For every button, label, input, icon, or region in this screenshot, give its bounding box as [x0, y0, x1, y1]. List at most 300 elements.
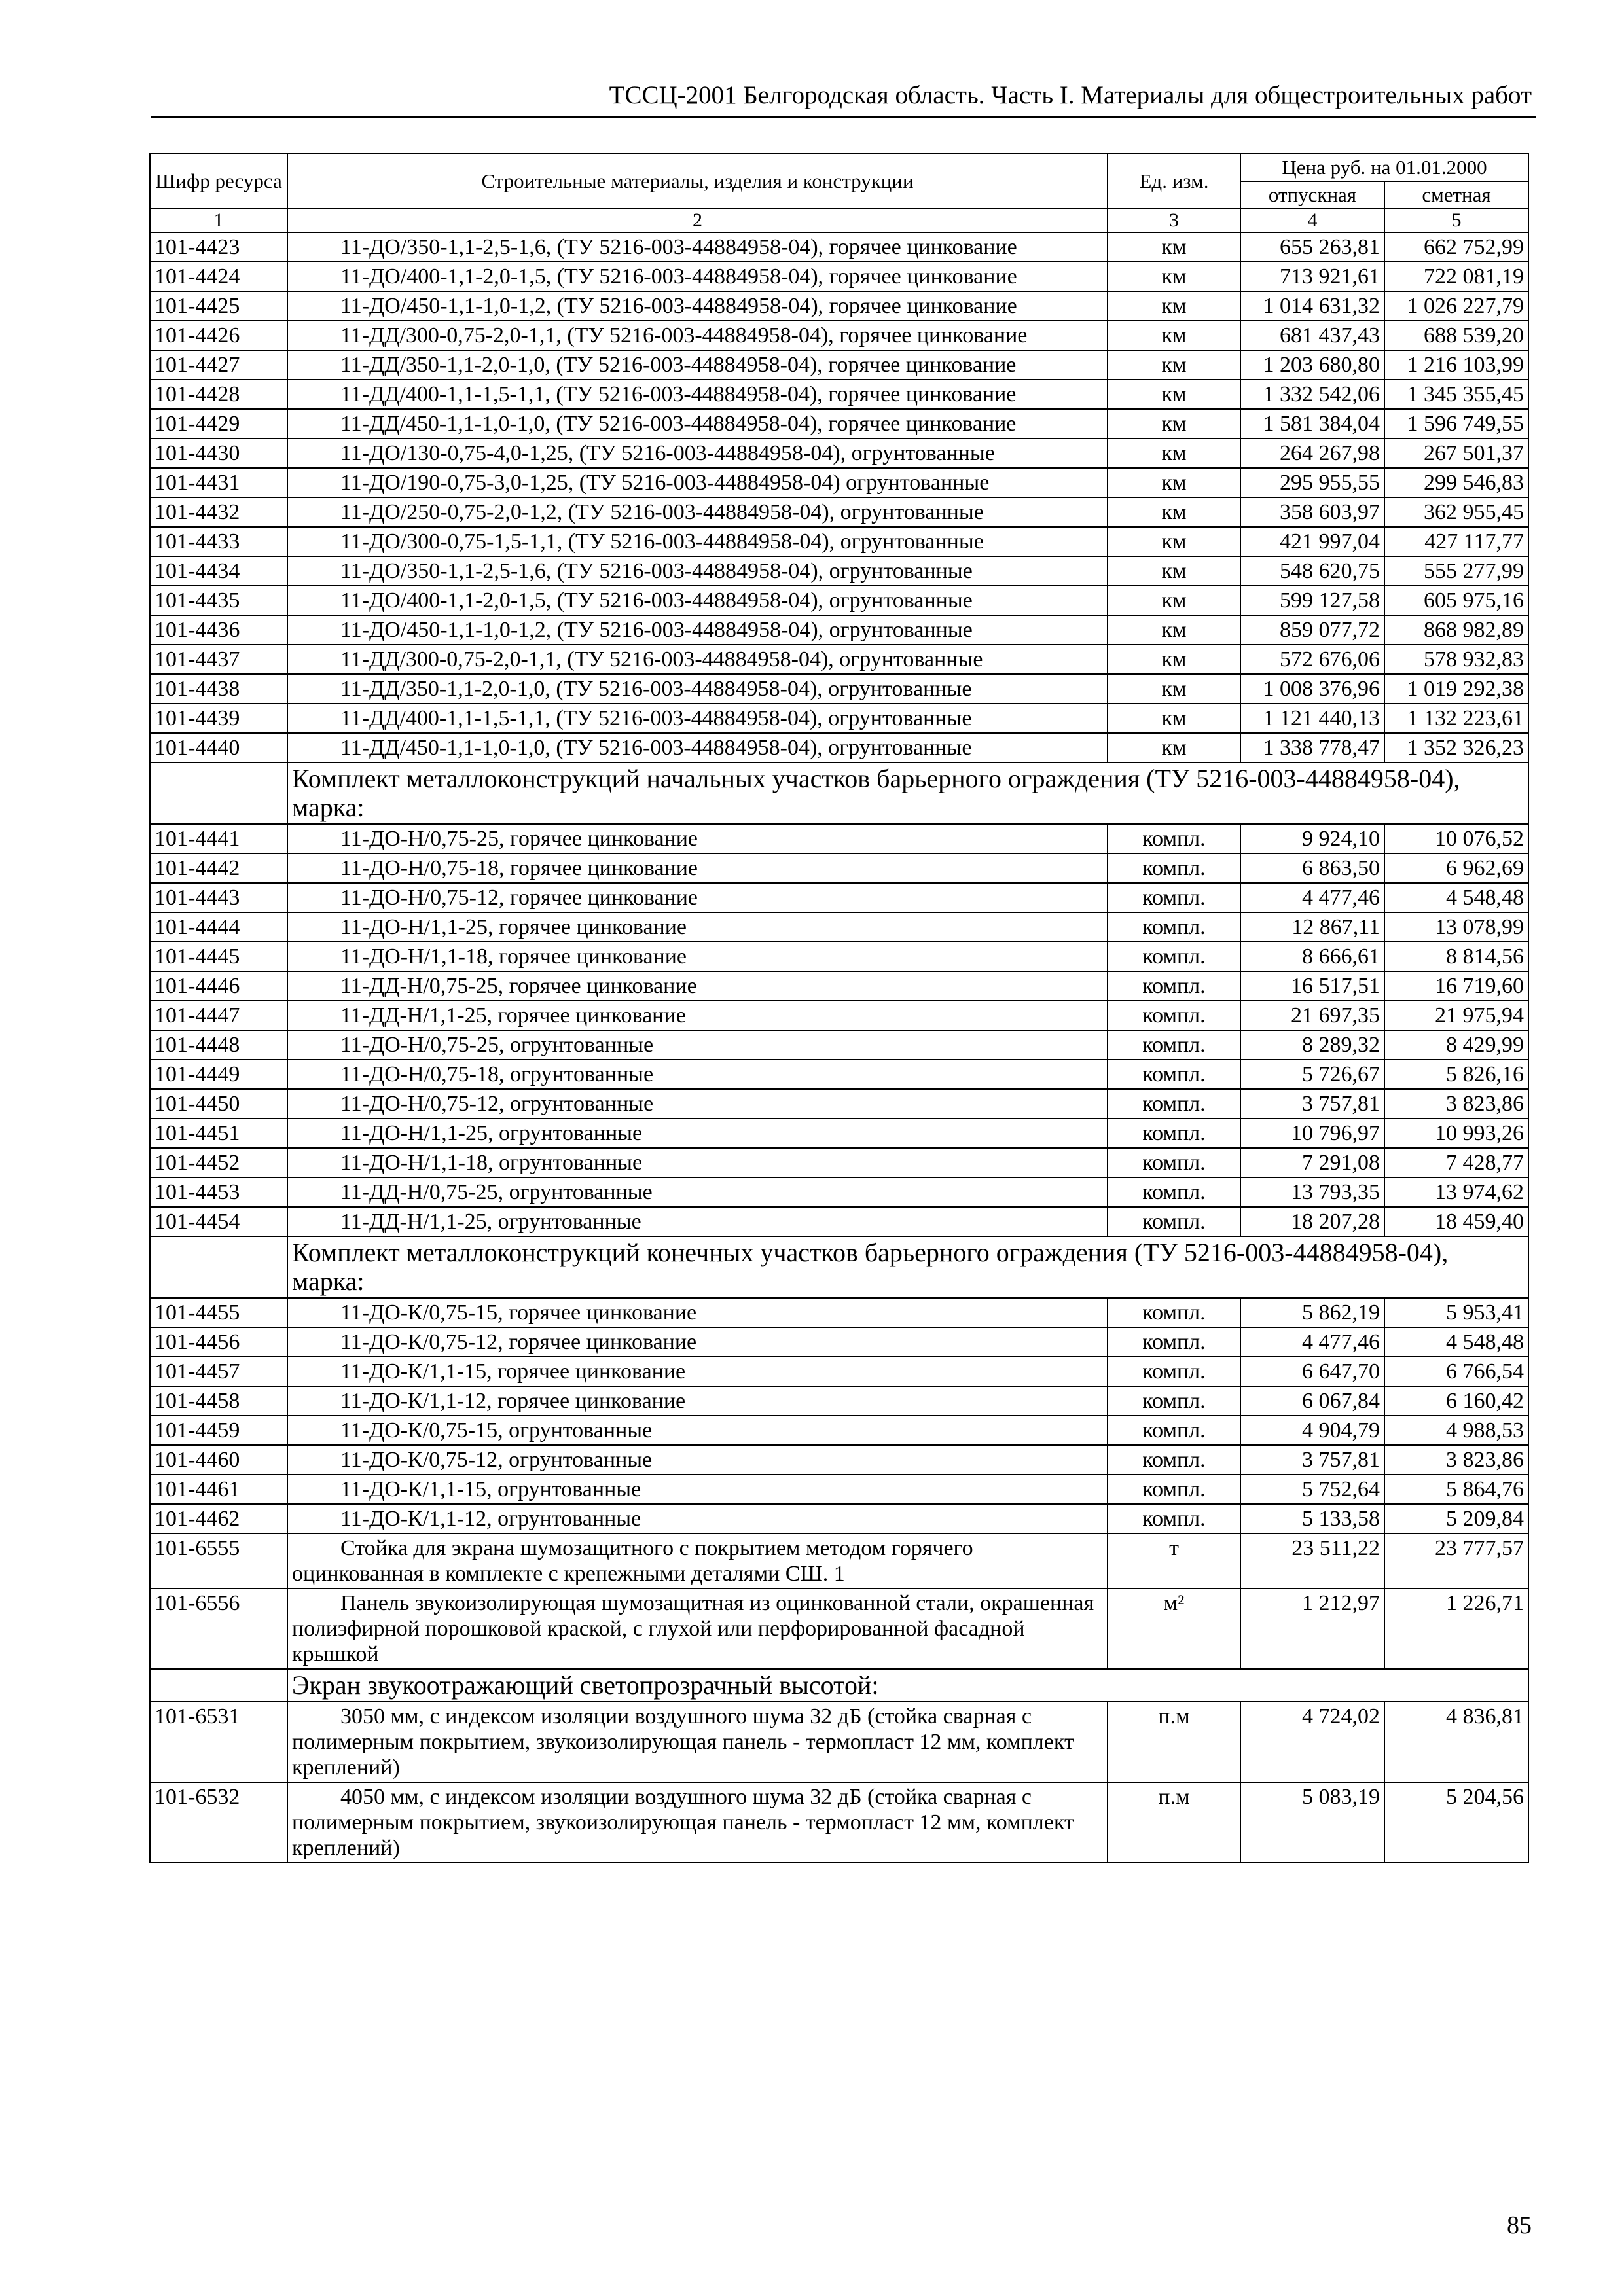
price-table [149, 153, 1529, 1863]
release-price: 21 697,35 [1240, 1001, 1384, 1030]
estimate-price: 18 459,40 [1384, 1207, 1528, 1236]
release-price: 6 067,84 [1240, 1386, 1384, 1416]
resource-code: 101-4440 [150, 733, 287, 762]
table-row [150, 1782, 1528, 1863]
estimate-price: 5 864,76 [1384, 1475, 1528, 1504]
material-name: 11-ДД-Н/1,1-25, горячее цинкование [340, 1003, 686, 1028]
column-number: 3 [1108, 209, 1240, 232]
material-name: 11-ДД-Н/0,75-25, горячее цинкование [340, 974, 697, 998]
resource-code: 101-4455 [150, 1298, 287, 1327]
unit-of-measure: компл. [1108, 1416, 1240, 1445]
unit-of-measure: км [1108, 674, 1240, 704]
estimate-price: 362 955,45 [1384, 497, 1528, 527]
estimate-price: 13 974,62 [1384, 1177, 1528, 1207]
release-price: 3 757,81 [1240, 1089, 1384, 1119]
unit-of-measure: компл. [1108, 942, 1240, 971]
material-name: 4050 мм, с индексом изоляции воздушного шума 32 дБ (стойка сварная с полимерным покрытием, звукоизолирующая панель - термопласт 12 мм, комплект креплений) [292, 1785, 1074, 1860]
material-name: 11-ДО/450-1,1-1,0-1,2, (ТУ 5216-003-44884958-04), горячее цинкование [340, 294, 1017, 318]
table-row [150, 942, 1528, 971]
estimate-price: 3 823,86 [1384, 1445, 1528, 1475]
resource-code: 101-4441 [150, 824, 287, 853]
material-name-cell [287, 321, 1108, 350]
release-price: 8 289,32 [1240, 1030, 1384, 1060]
material-name: 11-ДО/350-1,1-2,5-1,6, (ТУ 5216-003-44884958-04), огрунтованные [340, 559, 973, 583]
material-name-cell [287, 942, 1108, 971]
material-name-cell [287, 1207, 1108, 1236]
table-row [150, 1386, 1528, 1416]
resource-code: 101-6556 [150, 1588, 287, 1669]
release-price: 1 014 631,32 [1240, 291, 1384, 321]
unit-of-measure: км [1108, 380, 1240, 409]
material-name: 11-ДД/350-1,1-2,0-1,0, (ТУ 5216-003-44884958-04), огрунтованные [340, 677, 972, 701]
material-name-cell [287, 733, 1108, 762]
material-name: 11-ДО/300-0,75-1,5-1,1, (ТУ 5216-003-44884958-04), огрунтованные [340, 529, 984, 554]
release-price: 572 676,06 [1240, 645, 1384, 674]
table-row [150, 350, 1528, 380]
table-row [150, 615, 1528, 645]
table-row [150, 704, 1528, 733]
release-price: 1 581 384,04 [1240, 409, 1384, 439]
table-row [150, 912, 1528, 942]
material-name-cell [287, 1386, 1108, 1416]
resource-code: 101-4439 [150, 704, 287, 733]
material-name: 11-ДД/450-1,1-1,0-1,0, (ТУ 5216-003-44884958-04), горячее цинкование [340, 412, 1017, 436]
table-row [150, 321, 1528, 350]
material-name-cell [287, 1089, 1108, 1119]
material-name-cell [287, 645, 1108, 674]
header-rule [151, 116, 1536, 118]
unit-of-measure: компл. [1108, 1177, 1240, 1207]
table-row [150, 497, 1528, 527]
estimate-price: 605 975,16 [1384, 586, 1528, 615]
unit-of-measure: компл. [1108, 971, 1240, 1001]
estimate-price: 5 209,84 [1384, 1504, 1528, 1534]
material-name: 11-ДО-Н/0,75-12, огрунтованные [340, 1092, 654, 1116]
material-name: 11-ДД-Н/1,1-25, огрунтованные [340, 1210, 641, 1234]
unit-of-measure: компл. [1108, 853, 1240, 883]
resource-code: 101-4459 [150, 1416, 287, 1445]
table-row [150, 1001, 1528, 1030]
page-header: ТССЦ-2001 Белгородская область. Часть I. Материалы для общестроительных работ [609, 81, 1532, 109]
group-code-cell [150, 762, 287, 824]
table-row [150, 1702, 1528, 1782]
material-name-cell [287, 1357, 1108, 1386]
resource-code: 101-4427 [150, 350, 287, 380]
material-name: 11-ДО-Н/1,1-18, горячее цинкование [340, 944, 687, 969]
release-price: 264 267,98 [1240, 439, 1384, 468]
material-name: 11-ДО/130-0,75-4,0-1,25, (ТУ 5216-003-44884958-04), огрунтованные [340, 441, 995, 465]
table-row [150, 853, 1528, 883]
release-price: 358 603,97 [1240, 497, 1384, 527]
resource-code: 101-4438 [150, 674, 287, 704]
resource-code: 101-4425 [150, 291, 287, 321]
resource-code: 101-4452 [150, 1148, 287, 1177]
estimate-price: 1 352 326,23 [1384, 733, 1528, 762]
unit-of-measure: компл. [1108, 1298, 1240, 1327]
estimate-price: 267 501,37 [1384, 439, 1528, 468]
release-price: 421 997,04 [1240, 527, 1384, 556]
resource-code: 101-4429 [150, 409, 287, 439]
release-price: 12 867,11 [1240, 912, 1384, 942]
material-name-cell [287, 883, 1108, 912]
material-name: 11-ДД-Н/0,75-25, огрунтованные [340, 1180, 653, 1204]
release-price: 23 511,22 [1240, 1534, 1384, 1588]
resource-code: 101-4424 [150, 262, 287, 291]
material-name: 11-ДО-К/1,1-12, горячее цинкование [340, 1389, 686, 1413]
estimate-price: 1 345 355,45 [1384, 380, 1528, 409]
material-name-cell [287, 704, 1108, 733]
unit-of-measure: компл. [1108, 1089, 1240, 1119]
material-name-cell [287, 1001, 1108, 1030]
estimate-price: 4 548,48 [1384, 1327, 1528, 1357]
table-row [150, 1504, 1528, 1534]
release-price: 1 212,97 [1240, 1588, 1384, 1669]
table-row [150, 1089, 1528, 1119]
release-price: 1 332 542,06 [1240, 380, 1384, 409]
release-price: 5 083,19 [1240, 1782, 1384, 1863]
group-title: Экран звукоотражающий светопрозрачный высотой: [287, 1669, 1528, 1702]
unit-of-measure: км [1108, 704, 1240, 733]
material-name: 11-ДО-К/1,1-15, огрунтованные [340, 1477, 641, 1501]
unit-of-measure: км [1108, 350, 1240, 380]
material-name: 11-ДО-Н/1,1-18, огрунтованные [340, 1151, 643, 1175]
table-row [150, 556, 1528, 586]
column-header-estimate-price: сметная [1384, 181, 1528, 209]
table-row [150, 439, 1528, 468]
material-name: 11-ДО-К/1,1-12, огрунтованные [340, 1507, 641, 1531]
material-name-cell [287, 586, 1108, 615]
material-name-cell [287, 912, 1108, 942]
estimate-price: 16 719,60 [1384, 971, 1528, 1001]
release-price: 9 924,10 [1240, 824, 1384, 853]
column-number: 1 [150, 209, 287, 232]
table-row [150, 1588, 1528, 1669]
resource-code: 101-4432 [150, 497, 287, 527]
resource-code: 101-4447 [150, 1001, 287, 1030]
estimate-price: 7 428,77 [1384, 1148, 1528, 1177]
estimate-price: 427 117,77 [1384, 527, 1528, 556]
material-name-cell [287, 853, 1108, 883]
material-name-cell [287, 615, 1108, 645]
release-price: 599 127,58 [1240, 586, 1384, 615]
page-number: 85 [1507, 2212, 1532, 2239]
material-name: 11-ДО/250-0,75-2,0-1,2, (ТУ 5216-003-44884958-04), огрунтованные [340, 500, 984, 524]
unit-of-measure: км [1108, 468, 1240, 497]
estimate-price: 299 546,83 [1384, 468, 1528, 497]
material-name-cell [287, 556, 1108, 586]
material-name: 11-ДО-К/0,75-12, горячее цинкование [340, 1330, 697, 1354]
release-price: 4 477,46 [1240, 883, 1384, 912]
table-row [150, 1357, 1528, 1386]
estimate-price: 23 777,57 [1384, 1534, 1528, 1588]
material-name-cell [287, 468, 1108, 497]
table-row [150, 1177, 1528, 1207]
material-name-cell [287, 1327, 1108, 1357]
material-name: 11-ДО-Н/1,1-25, горячее цинкование [340, 915, 687, 939]
estimate-price: 6 160,42 [1384, 1386, 1528, 1416]
unit-of-measure: км [1108, 232, 1240, 262]
release-price: 681 437,43 [1240, 321, 1384, 350]
group-code-cell [150, 1236, 287, 1298]
table-row [150, 883, 1528, 912]
material-name: 11-ДО-Н/0,75-18, огрунтованные [340, 1062, 654, 1086]
material-name: 11-ДО/400-1,1-2,0-1,5, (ТУ 5216-003-44884958-04), огрунтованные [340, 588, 973, 613]
table-row [150, 1327, 1528, 1357]
unit-of-measure: км [1108, 586, 1240, 615]
unit-of-measure: км [1108, 733, 1240, 762]
estimate-price: 1 226,71 [1384, 1588, 1528, 1669]
unit-of-measure: компл. [1108, 1357, 1240, 1386]
unit-of-measure: компл. [1108, 1119, 1240, 1148]
release-price: 3 757,81 [1240, 1445, 1384, 1475]
material-name: 11-ДД/450-1,1-1,0-1,0, (ТУ 5216-003-44884958-04), огрунтованные [340, 736, 972, 760]
resource-code: 101-4451 [150, 1119, 287, 1148]
estimate-price: 1 019 292,38 [1384, 674, 1528, 704]
material-name-cell [287, 291, 1108, 321]
material-name-cell [287, 1504, 1108, 1534]
material-name-cell [287, 1298, 1108, 1327]
unit-of-measure: км [1108, 645, 1240, 674]
release-price: 1 203 680,80 [1240, 350, 1384, 380]
resource-code: 101-4461 [150, 1475, 287, 1504]
resource-code: 101-4460 [150, 1445, 287, 1475]
table-row [150, 262, 1528, 291]
material-name: 11-ДО-К/0,75-15, горячее цинкование [340, 1300, 697, 1325]
table-row [150, 1119, 1528, 1148]
material-name: 3050 мм, с индексом изоляции воздушного шума 32 дБ (стойка сварная с полимерным покрытием, звукоизолирующая панель - термопласт 12 мм, комплект креплений) [292, 1704, 1074, 1780]
release-price: 10 796,97 [1240, 1119, 1384, 1148]
unit-of-measure: п.м [1108, 1782, 1240, 1863]
column-header-name: Строительные материалы, изделия и конструкции [287, 154, 1108, 209]
resource-code: 101-4456 [150, 1327, 287, 1357]
estimate-price: 5 204,56 [1384, 1782, 1528, 1863]
material-name-cell [287, 1119, 1108, 1148]
release-price: 5 726,67 [1240, 1060, 1384, 1089]
unit-of-measure: км [1108, 615, 1240, 645]
material-name: 11-ДО/190-0,75-3,0-1,25, (ТУ 5216-003-44884958-04) огрунтованные [340, 471, 990, 495]
table-row [150, 1475, 1528, 1504]
unit-of-measure: км [1108, 497, 1240, 527]
material-name: 11-ДО-Н/1,1-25, огрунтованные [340, 1121, 643, 1145]
table-row [150, 1148, 1528, 1177]
material-name: 11-ДД/400-1,1-1,5-1,1, (ТУ 5216-003-44884958-04), огрунтованные [340, 706, 972, 730]
estimate-price: 4 836,81 [1384, 1702, 1528, 1782]
material-name-cell [287, 1782, 1108, 1863]
release-price: 6 863,50 [1240, 853, 1384, 883]
material-name-cell [287, 262, 1108, 291]
table-row [150, 291, 1528, 321]
resource-code: 101-4433 [150, 527, 287, 556]
unit-of-measure: компл. [1108, 1207, 1240, 1236]
unit-of-measure: км [1108, 527, 1240, 556]
unit-of-measure: компл. [1108, 1475, 1240, 1504]
unit-of-measure: компл. [1108, 1327, 1240, 1357]
estimate-price: 1 132 223,61 [1384, 704, 1528, 733]
material-name-cell [287, 1534, 1108, 1588]
resource-code: 101-4430 [150, 439, 287, 468]
estimate-price: 722 081,19 [1384, 262, 1528, 291]
estimate-price: 21 975,94 [1384, 1001, 1528, 1030]
material-name-cell [287, 1588, 1108, 1669]
material-name: 11-ДД/300-0,75-2,0-1,1, (ТУ 5216-003-44884958-04), горячее цинкование [340, 323, 1028, 348]
unit-of-measure: м² [1108, 1588, 1240, 1669]
resource-code: 101-4457 [150, 1357, 287, 1386]
unit-of-measure: компл. [1108, 1386, 1240, 1416]
table-row [150, 409, 1528, 439]
resource-code: 101-6532 [150, 1782, 287, 1863]
estimate-price: 8 429,99 [1384, 1030, 1528, 1060]
resource-code: 101-4436 [150, 615, 287, 645]
material-name: 11-ДО-К/1,1-15, горячее цинкование [340, 1359, 686, 1384]
estimate-price: 578 932,83 [1384, 645, 1528, 674]
resource-code: 101-6531 [150, 1702, 287, 1782]
table-row [150, 1534, 1528, 1588]
estimate-price: 868 982,89 [1384, 615, 1528, 645]
release-price: 7 291,08 [1240, 1148, 1384, 1177]
table-row [150, 527, 1528, 556]
resource-code: 101-4423 [150, 232, 287, 262]
column-header-price-group: Цена руб. на 01.01.2000 [1240, 154, 1528, 181]
resource-code: 101-4453 [150, 1177, 287, 1207]
resource-code: 101-4449 [150, 1060, 287, 1089]
material-name: 11-ДО-К/0,75-15, огрунтованные [340, 1418, 653, 1443]
resource-code: 101-4437 [150, 645, 287, 674]
estimate-price: 555 277,99 [1384, 556, 1528, 586]
material-name-cell [287, 1177, 1108, 1207]
estimate-price: 662 752,99 [1384, 232, 1528, 262]
material-name-cell [287, 1445, 1108, 1475]
table-row [150, 733, 1528, 762]
release-price: 4 724,02 [1240, 1702, 1384, 1782]
material-name-cell [287, 1416, 1108, 1445]
table-row [150, 674, 1528, 704]
table-row [150, 1416, 1528, 1445]
unit-of-measure: компл. [1108, 912, 1240, 942]
unit-of-measure: компл. [1108, 824, 1240, 853]
estimate-price: 1 596 749,55 [1384, 409, 1528, 439]
estimate-price: 13 078,99 [1384, 912, 1528, 942]
material-name-cell [287, 1030, 1108, 1060]
material-name-cell [287, 1060, 1108, 1089]
release-price: 548 620,75 [1240, 556, 1384, 586]
group-title: Комплект металлоконструкций конечных участков барьерного ограждения (ТУ 5216-003-44884958-04), марка: [287, 1236, 1528, 1298]
resource-code: 101-4442 [150, 853, 287, 883]
release-price: 5 752,64 [1240, 1475, 1384, 1504]
table-row [150, 586, 1528, 615]
resource-code: 101-4446 [150, 971, 287, 1001]
material-name: 11-ДО-Н/0,75-25, огрунтованные [340, 1033, 654, 1057]
material-name: Стойка для экрана шумозащитного с покрытием методом горячего оцинкованная в комплекте с крепежными деталями СШ. 1 [292, 1536, 973, 1586]
material-name-cell [287, 409, 1108, 439]
material-name: 11-ДО/350-1,1-2,5-1,6, (ТУ 5216-003-44884958-04), горячее цинкование [340, 235, 1017, 259]
release-price: 1 338 778,47 [1240, 733, 1384, 762]
unit-of-measure: компл. [1108, 1060, 1240, 1089]
resource-code: 101-4448 [150, 1030, 287, 1060]
release-price: 6 647,70 [1240, 1357, 1384, 1386]
column-header-code: Шифр ресурса [150, 154, 287, 209]
unit-of-measure: км [1108, 439, 1240, 468]
estimate-price: 688 539,20 [1384, 321, 1528, 350]
resource-code: 101-4462 [150, 1504, 287, 1534]
group-header-row [150, 762, 1528, 824]
unit-of-measure: км [1108, 262, 1240, 291]
material-name: 11-ДО/450-1,1-1,0-1,2, (ТУ 5216-003-44884958-04), огрунтованные [340, 618, 973, 642]
material-name-cell [287, 1475, 1108, 1504]
resource-code: 101-4431 [150, 468, 287, 497]
table-body [150, 232, 1528, 1863]
resource-code: 101-4428 [150, 380, 287, 409]
release-price: 4 477,46 [1240, 1327, 1384, 1357]
material-name-cell [287, 439, 1108, 468]
estimate-price: 10 076,52 [1384, 824, 1528, 853]
material-name-cell [287, 824, 1108, 853]
release-price: 859 077,72 [1240, 615, 1384, 645]
material-name-cell [287, 350, 1108, 380]
resource-code: 101-4435 [150, 586, 287, 615]
table-row [150, 1030, 1528, 1060]
estimate-price: 6 766,54 [1384, 1357, 1528, 1386]
material-name: 11-ДД/350-1,1-2,0-1,0, (ТУ 5216-003-44884958-04), горячее цинкование [340, 353, 1017, 377]
resource-code: 101-4434 [150, 556, 287, 586]
resource-code: 101-4444 [150, 912, 287, 942]
column-number: 4 [1240, 209, 1384, 232]
unit-of-measure: компл. [1108, 1445, 1240, 1475]
resource-code: 101-4458 [150, 1386, 287, 1416]
estimate-price: 5 826,16 [1384, 1060, 1528, 1089]
release-price: 1 121 440,13 [1240, 704, 1384, 733]
resource-code: 101-4445 [150, 942, 287, 971]
unit-of-measure: км [1108, 409, 1240, 439]
group-header-row [150, 1236, 1528, 1298]
estimate-price: 4 548,48 [1384, 883, 1528, 912]
resource-code: 101-6555 [150, 1534, 287, 1588]
release-price: 13 793,35 [1240, 1177, 1384, 1207]
release-price: 713 921,61 [1240, 262, 1384, 291]
column-number: 5 [1384, 209, 1528, 232]
material-name-cell [287, 1148, 1108, 1177]
release-price: 5 862,19 [1240, 1298, 1384, 1327]
unit-of-measure: п.м [1108, 1702, 1240, 1782]
table-row [150, 824, 1528, 853]
column-header-unit: Ед. изм. [1108, 154, 1240, 209]
material-name: 11-ДО-Н/0,75-18, горячее цинкование [340, 856, 698, 880]
table-row [150, 1207, 1528, 1236]
release-price: 16 517,51 [1240, 971, 1384, 1001]
unit-of-measure: км [1108, 291, 1240, 321]
table-row [150, 645, 1528, 674]
unit-of-measure: компл. [1108, 883, 1240, 912]
unit-of-measure: компл. [1108, 1001, 1240, 1030]
resource-code: 101-4426 [150, 321, 287, 350]
estimate-price: 3 823,86 [1384, 1089, 1528, 1119]
unit-of-measure: т [1108, 1534, 1240, 1588]
material-name: 11-ДО-Н/0,75-12, горячее цинкование [340, 886, 698, 910]
resource-code: 101-4443 [150, 883, 287, 912]
table-row [150, 468, 1528, 497]
unit-of-measure: км [1108, 556, 1240, 586]
estimate-price: 10 993,26 [1384, 1119, 1528, 1148]
material-name: Панель звукоизолирующая шумозащитная из оцинкованной стали, окрашенная полиэфирной порошковой краской, с глухой или перфорированной фасадной крышкой [292, 1591, 1094, 1666]
unit-of-measure: компл. [1108, 1030, 1240, 1060]
column-number: 2 [287, 209, 1108, 232]
column-header-release-price: отпускная [1240, 181, 1384, 209]
material-name-cell [287, 232, 1108, 262]
release-price: 1 008 376,96 [1240, 674, 1384, 704]
table-row [150, 380, 1528, 409]
resource-code: 101-4450 [150, 1089, 287, 1119]
estimate-price: 4 988,53 [1384, 1416, 1528, 1445]
release-price: 8 666,61 [1240, 942, 1384, 971]
